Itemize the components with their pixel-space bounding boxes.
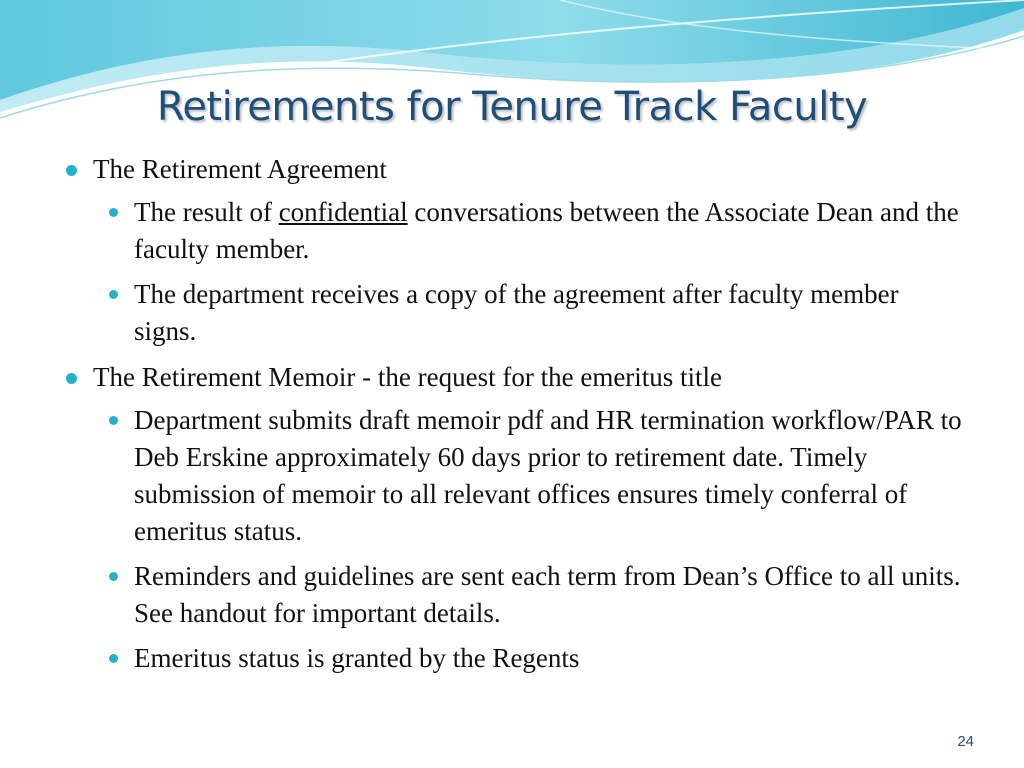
page-number: 24 (957, 733, 974, 750)
sub-bullet-item (0, 276, 1024, 350)
bullet-icon (109, 416, 118, 425)
bullet-text: The Retirement Agreement (93, 154, 387, 184)
bullet-text: The Retirement Memoir - the request for the emeritus title (93, 362, 723, 392)
sub-bullet-item (0, 194, 1024, 268)
slide-title: Retirements for Tenure Track Faculty (156, 84, 868, 130)
bullet-text: The department receives a copy of the agreement after faculty member signs. (134, 279, 899, 346)
slide-body (0, 150, 1024, 685)
bullet-text-prefix: The result of (134, 197, 279, 227)
bullet-icon (109, 208, 118, 217)
bullet-text: Department submits draft memoir pdf and HR termination workflow/PAR to Deb Erskine approximately 60 days prior to retirement date. Timely submission of memoir to all relevant offices ensures timely conferral of emeritus status. (134, 405, 962, 546)
underlined-word: confidential (278, 197, 408, 227)
bullet-item-retirement-memoir (0, 358, 1024, 396)
sub-bullet-item (0, 640, 1024, 677)
bullet-item-retirement-agreement (0, 150, 1024, 188)
bullet-icon (109, 654, 118, 663)
bullet-text: Emeritus status is granted by the Regents (134, 643, 580, 673)
bullet-text-suffix: conversations between the Associate Dean and the faculty member. (134, 197, 959, 264)
bullet-icon (66, 165, 77, 176)
bullet-icon (66, 373, 77, 384)
bullet-icon (109, 290, 118, 299)
bullet-icon (109, 572, 118, 581)
sub-bullet-item (0, 402, 1024, 550)
sub-bullet-item (0, 558, 1024, 632)
bullet-text: Reminders and guidelines are sent each term from Dean’s Office to all units. See handout for important details. (134, 561, 961, 628)
